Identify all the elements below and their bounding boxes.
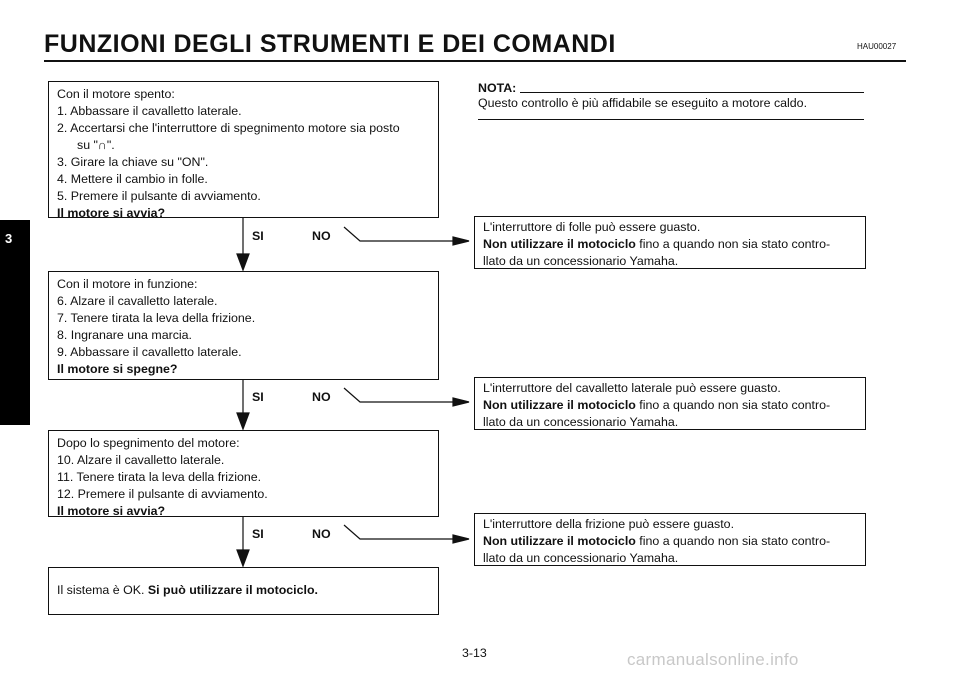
arrow-head-right	[453, 237, 469, 245]
fault-line: llato da un concessionario Yamaha.	[483, 551, 679, 565]
arrow-head-down	[237, 413, 249, 429]
yes-label: SI	[252, 229, 264, 243]
no-label: NO	[312, 229, 331, 243]
fault-warning-bold: Non utilizzare il motociclo	[483, 534, 636, 548]
step-question: Il motore si spegne?	[57, 362, 178, 376]
step-item: 3. Girare la chiave su "ON".	[57, 155, 209, 169]
fault-warning-rest: fino a quando non sia stato contro-	[635, 398, 831, 412]
fault-warning-rest: fino a quando non sia stato contro-	[635, 534, 831, 548]
page-title: FUNZIONI DEGLI STRUMENTI E DEI COMANDI	[44, 30, 616, 58]
step-intro: Con il motore spento:	[57, 87, 175, 101]
note-text: Questo controllo è più affidabile se eseguito a motore caldo.	[478, 96, 808, 110]
step-question: Il motore si avvia?	[57, 504, 166, 518]
fault-warning-bold: Non utilizzare il motociclo	[483, 398, 636, 412]
step-item: 9. Abbassare il cavalletto laterale.	[57, 345, 242, 359]
yes-label: SI	[252, 527, 264, 541]
step-question: Il motore si avvia?	[57, 206, 166, 220]
document-code: HAU00027	[857, 42, 897, 51]
step-intro: Dopo lo spegnimento del motore:	[57, 436, 240, 450]
fault-line: llato da un concessionario Yamaha.	[483, 415, 679, 429]
final-result-bold: Si può utilizzare il motociclo.	[147, 583, 318, 597]
arrow-head-right	[453, 398, 469, 406]
arrow-head-down	[237, 254, 249, 270]
step-item: 7. Tenere tirata la leva della frizione.	[57, 311, 256, 325]
arrow-head-down	[237, 550, 249, 566]
fault-line: llato da un concessionario Yamaha.	[483, 254, 679, 268]
no-label: NO	[312, 527, 331, 541]
step-item: 4. Mettere il cambio in folle.	[57, 172, 208, 186]
fault-line: L'interruttore di folle può essere guasto.	[483, 220, 701, 234]
watermark: carmanualsonline.info	[627, 650, 799, 669]
step-item: 11. Tenere tirata la leva della frizione.	[57, 470, 262, 484]
fault-warning-bold: Non utilizzare il motociclo	[483, 237, 636, 251]
step-item: 10. Alzare il cavalletto laterale.	[57, 453, 225, 467]
fault-warning-rest: fino a quando non sia stato contro-	[635, 237, 831, 251]
chapter-number: 3	[5, 231, 13, 246]
step-intro: Con il motore in funzione:	[57, 277, 198, 291]
yes-label: SI	[252, 390, 264, 404]
step-item: 2. Accertarsi che l'interruttore di spegnimento motore sia posto	[57, 121, 400, 135]
step-item: 12. Premere il pulsante di avviamento.	[57, 487, 268, 501]
step-item: 1. Abbassare il cavalletto laterale.	[57, 104, 242, 118]
step-item: su "∩".	[77, 138, 115, 152]
note-label: NOTA:	[478, 81, 517, 95]
no-arrow-3	[344, 525, 455, 539]
fault-line: L'interruttore del cavalletto laterale può essere guasto.	[483, 381, 781, 395]
fault-line: L'interruttore della frizione può essere guasto.	[483, 517, 735, 531]
no-label: NO	[312, 390, 331, 404]
arrow-head-right	[453, 535, 469, 543]
no-arrow-1	[344, 227, 455, 241]
step-item: 5. Premere il pulsante di avviamento.	[57, 189, 261, 203]
step-item: 6. Alzare il cavalletto laterale.	[57, 294, 218, 308]
step-item: 8. Ingranare una marcia.	[57, 328, 192, 342]
no-arrow-2	[344, 388, 455, 402]
page-number: 3-13	[462, 646, 487, 660]
final-result-plain: Il sistema è OK.	[57, 583, 148, 597]
